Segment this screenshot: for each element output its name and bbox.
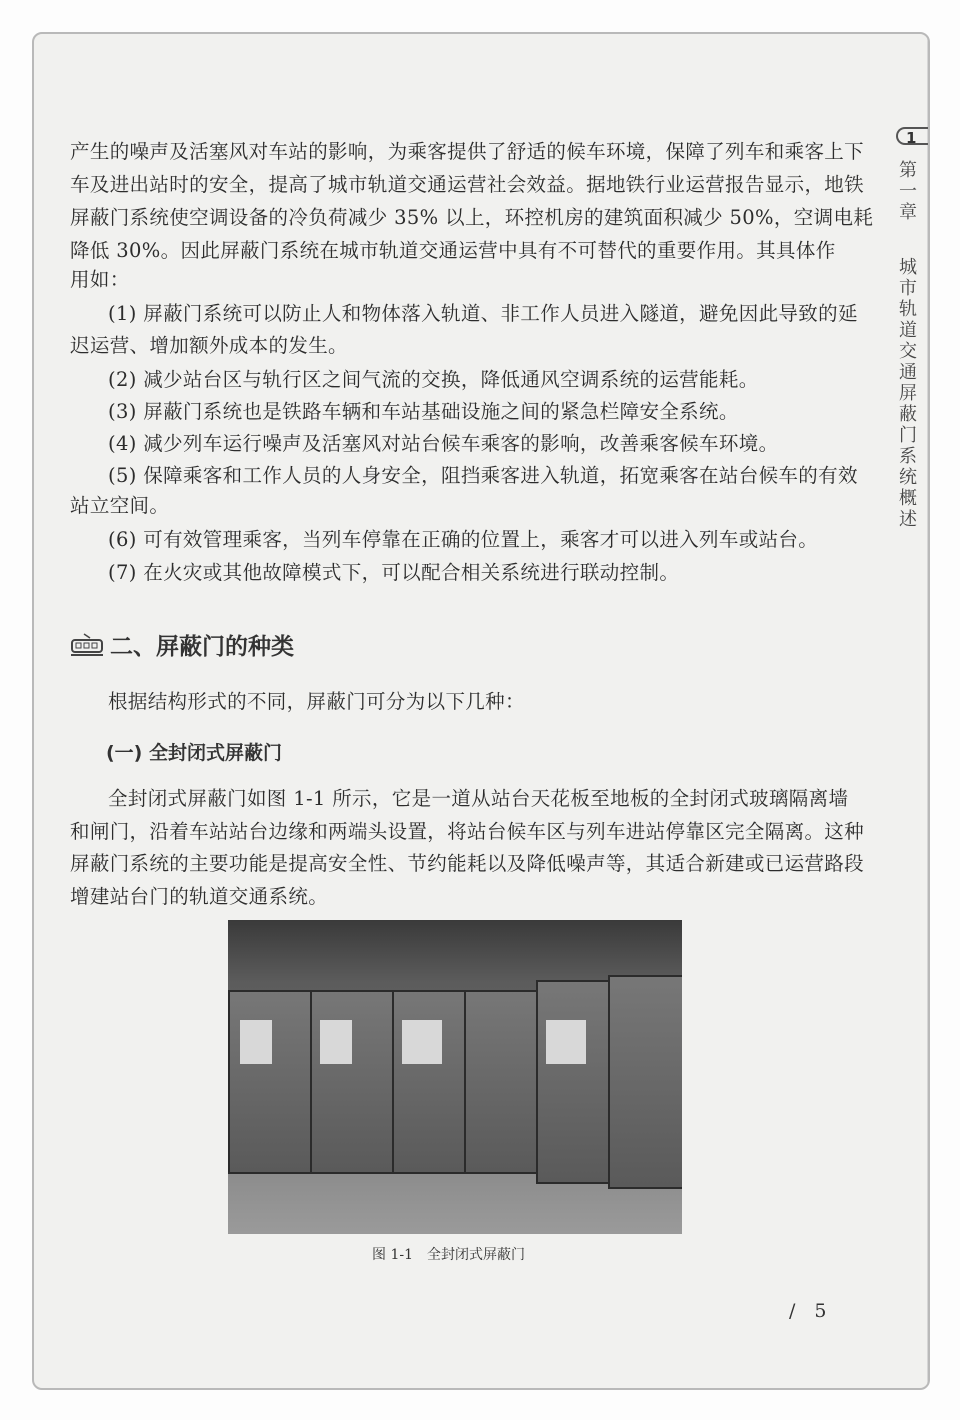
chapter-label: 第一章 [899, 160, 917, 223]
figure-caption: 图 1-1 全封闭式屏蔽门 [372, 1247, 525, 1263]
paragraph-line: 全封闭式屏蔽门如图 1-1 所示，它是一道从站台天花板至地板的全封闭式玻璃隔离墙 [108, 787, 849, 810]
door-panel [392, 990, 466, 1174]
list-item: (5) 保障乘客和工作人员的人身安全，阻挡乘客进入轨道，拓宽乘客在站台候车的有效 [108, 464, 858, 487]
paragraph-line: 屏蔽门系统使空调设备的冷负荷减少 35% 以上，环控机房的建筑面积减少 50%，空调电耗 [70, 206, 874, 229]
paragraph-line: 用如： [70, 268, 130, 291]
chapter-tab: 1 [896, 127, 930, 145]
list-item-cont: 迟运营、增加额外成本的发生。 [70, 334, 348, 357]
list-item: (2) 减少站台区与轨行区之间气流的交换，降低通风空调系统的运营能耗。 [108, 368, 759, 391]
list-item: (1) 屏蔽门系统可以防止人和物体落入轨道、非工作人员进入隧道，避免因此导致的延 [108, 302, 858, 325]
paragraph-line: 和闸门，沿着车站站台边缘和两端头设置，将站台候车区与列车进站停靠区完全隔离。这种 [70, 820, 865, 843]
section-heading-text: 二、屏蔽门的种类 [110, 634, 294, 660]
tram-icon [70, 632, 104, 658]
list-item: (3) 屏蔽门系统也是铁路车辆和车站基础设施之间的紧急栏障安全系统。 [108, 400, 739, 423]
door-panel [228, 990, 312, 1174]
list-item: (4) 减少列车运行噪声及活塞风对站台候车乘客的影响，改善乘客候车环境。 [108, 432, 779, 455]
paragraph-line: 降低 30%。因此屏蔽门系统在城市轨道交通运营中具有不可替代的重要作用。其具体作 [70, 239, 836, 262]
door-panel [464, 990, 538, 1174]
list-item-cont: 站立空间。 [70, 494, 170, 517]
paragraph-line: 车及进出站时的安全，提高了城市轨道交通运营社会效益。据地铁行业运营报告显示，地铁 [70, 173, 865, 196]
page-number: / 5 [789, 1300, 827, 1322]
door-panel [608, 975, 682, 1189]
section-heading [70, 628, 294, 661]
paragraph-line: 增建站台门的轨道交通系统。 [70, 885, 329, 908]
subsection-heading: (一) 全封闭式屏蔽门 [106, 742, 282, 764]
paragraph-line: 屏蔽门系统的主要功能是提高安全性、节约能耗以及降低噪声等，其适合新建或已运营路段 [70, 852, 865, 875]
list-item: (6) 可有效管理乘客，当列车停靠在正确的位置上，乘客才可以进入列车或站台。 [108, 528, 819, 551]
paragraph-line: 产生的噪声及活塞风对车站的影响，为乘客提供了舒适的候车环境，保障了列车和乘客上下 [70, 140, 865, 163]
section-intro: 根据结构形式的不同，屏蔽门可分为以下几种： [108, 690, 525, 713]
door-panel [536, 980, 610, 1184]
door-panel [310, 990, 394, 1174]
chapter-title: 城市轨道交通屏蔽门系统概述 [899, 257, 917, 530]
book-page [32, 32, 930, 1390]
list-item: (7) 在火灾或其他故障模式下，可以配合相关系统进行联动控制。 [108, 561, 680, 584]
figure-photo-platform-screen-doors [228, 920, 682, 1234]
margin-divider [927, 34, 928, 1388]
